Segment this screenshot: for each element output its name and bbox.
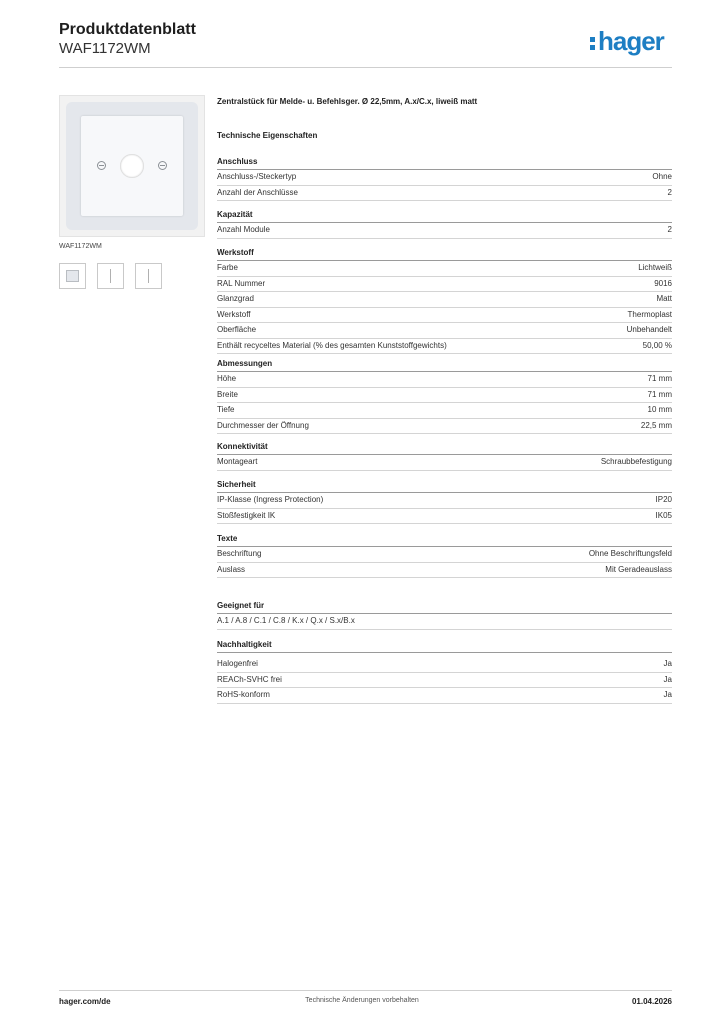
row-value: 71 mm [647,374,672,383]
row-label: Anzahl der Anschlüsse [217,187,298,197]
row-label: Beschriftung [217,549,262,558]
section-konnektivitaet [217,440,672,471]
table-row [217,323,672,339]
row-value: 50,00 % [642,340,672,350]
section-heading: Kapazität [217,208,672,223]
image-caption: WAF1172WM [59,243,102,250]
row-label: RoHS-konform [217,690,270,699]
row-label: Montageart [217,457,258,466]
table-row [217,509,672,525]
table-row [217,292,672,308]
row-label: Auslass [217,564,246,574]
table-row [217,419,672,435]
section-texte [217,532,672,578]
row-label: Werkstoff [217,309,251,319]
table-row [217,547,672,563]
row-label: RAL Nummer [217,278,266,288]
thumbnail-side-icon [110,269,111,283]
row-value: IK05 [655,510,672,520]
row-value: Ja [663,674,672,684]
opening-shape [120,154,144,178]
section-heading: Werkstoff [217,246,672,261]
row-label: Oberfläche [217,325,257,334]
table-row [217,614,672,630]
table-row [217,563,672,579]
row-label: Anschluss-/Steckertyp [217,172,297,181]
row-value: 9016 [654,278,672,288]
logo-text: hager [598,26,664,56]
table-row [217,403,672,419]
table-row [217,277,672,293]
row-value: 2 [667,225,672,234]
section-heading: Abmessungen [217,357,672,372]
section-anschluss [217,155,672,201]
row-label: Glanzgrad [217,294,254,303]
table-row [217,308,672,324]
row-value: Unbehandelt [626,325,672,334]
row-value: 71 mm [647,389,672,399]
section-heading: Geeignet für [217,599,672,614]
page-title: Produktdatenblatt [59,21,196,38]
thumbnail-side[interactable] [97,263,124,289]
table-row [217,170,672,186]
section-nachhaltigkeit [217,638,672,704]
section-heading: Sicherheit [217,478,672,493]
row-value: Ohne Beschriftungsfeld [588,549,672,558]
row-label: REACh-SVHC frei [217,674,282,684]
frame-shape [66,102,198,230]
table-row [217,493,672,509]
footer-divider [59,990,672,991]
row-label: Enthält recyceltes Material (% des gesamten Kunststoffgewichts) [217,340,447,350]
row-value: 2 [667,187,672,197]
plate-shape [81,116,183,216]
section-geeignet [217,599,672,630]
section-heading: Texte [217,532,672,547]
product-image [59,95,205,237]
row-value: 10 mm [647,405,672,414]
table-row [217,388,672,404]
table-row [217,657,672,673]
table-row [217,261,672,277]
thumbnail-front[interactable] [59,263,86,289]
article-number: WAF1172WM [59,40,151,57]
row-value: Ohne [652,172,672,181]
product-description: Zentralstück für Melde- u. Befehlsger. Ø 22,5mm, A.x/C.x, liweiß matt [217,97,478,106]
thumbnail-front-icon [66,270,79,282]
thumbnail-drawing-icon [148,269,149,283]
section-heading: Konnektivität [217,440,672,455]
row-label: Halogenfrei [217,659,258,668]
row-label: Anzahl Module [217,225,270,234]
row-value: Ja [663,659,672,668]
section-kapazitaet [217,208,672,239]
header-divider [59,67,672,68]
section-abmessungen [217,357,672,434]
row-label: IP-Klasse (Ingress Protection) [217,495,324,504]
table-row [217,186,672,202]
hager-logo [590,26,664,57]
row-label: Breite [217,389,238,399]
row-value: Matt [656,294,672,303]
row-label: Farbe [217,263,238,272]
table-row [217,372,672,388]
row-value: Ja [663,690,672,699]
table-row [217,455,672,471]
section-sicherheit [217,478,672,524]
row-value: 22,5 mm [640,420,672,430]
row-value: Lichtweiß [638,263,672,272]
row-value: Thermoplast [627,309,672,319]
screw-icon [158,161,167,170]
thumbnail-drawing[interactable] [135,263,162,289]
table-row [217,688,672,704]
row-value: IP20 [655,495,672,504]
table-row [217,673,672,689]
row-label: Höhe [217,374,237,383]
table-row [217,339,672,355]
row-label: Tiefe [217,405,235,414]
section-heading: Nachhaltigkeit [217,638,672,653]
table-row [217,223,672,239]
screw-icon [97,161,106,170]
row-label: Durchmesser der Öffnung [217,420,309,430]
properties-heading: Technische Eigenschaften [217,131,318,140]
row-value: Schraubbefestigung [600,457,672,466]
row-label: A.1 / A.8 / C.1 / C.8 / K.x / Q.x / S.x/B.x [217,616,355,625]
logo-dots-icon [590,34,595,53]
row-value: Mit Geradeauslass [605,564,672,574]
footer-website-link[interactable]: hager.com/de [59,997,111,1006]
section-heading: Anschluss [217,155,672,170]
section-werkstoff [217,246,672,354]
footer-date: 01.04.2026 [631,997,672,1006]
row-label: Stoßfestigkeit IK [217,510,276,520]
footer-note: Technische Änderungen vorbehalten [305,997,419,1004]
